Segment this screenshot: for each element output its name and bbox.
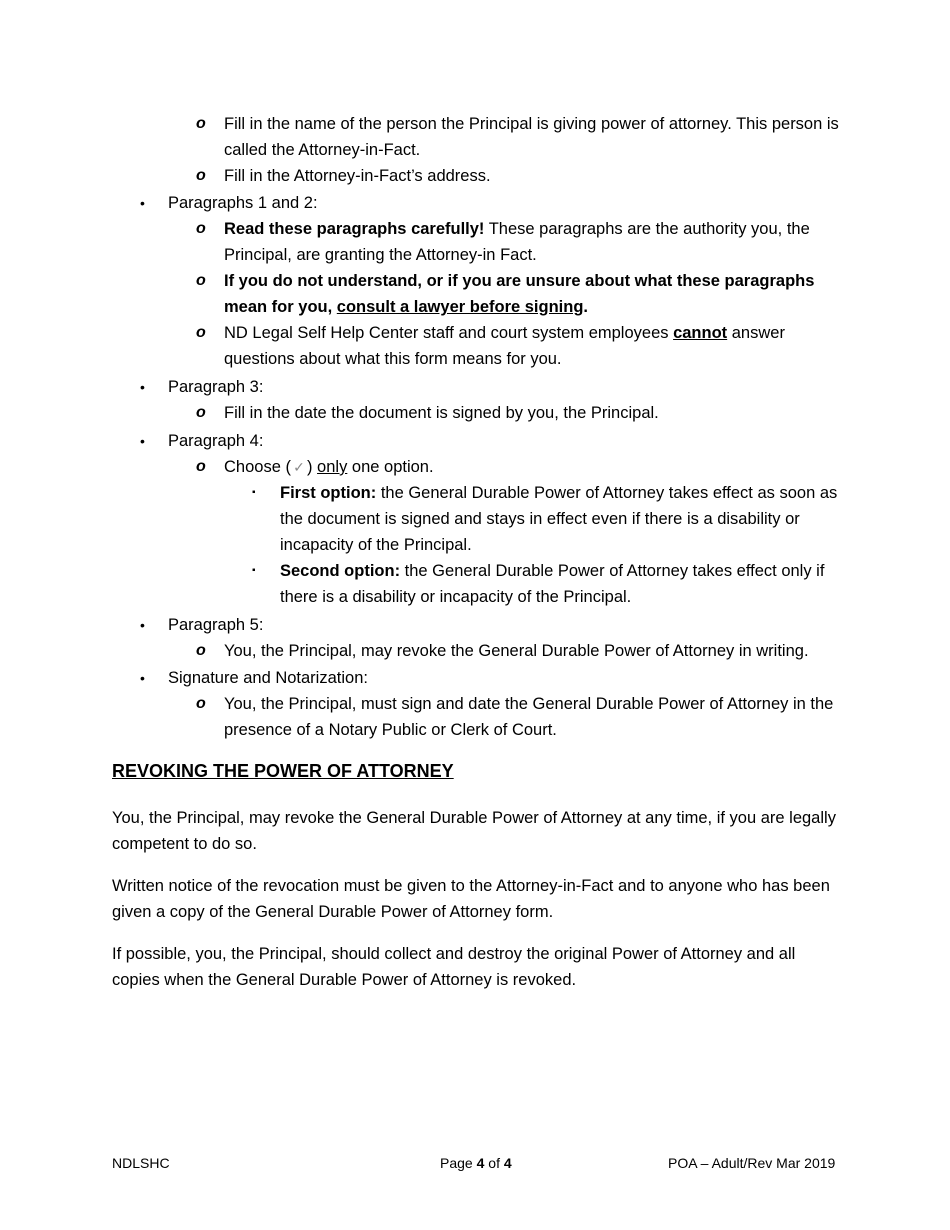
circle-bullet-icon: o	[196, 695, 206, 712]
circle-bullet-icon: o	[196, 272, 206, 289]
list-item: • Paragraph 5:	[140, 612, 840, 638]
page-number: Page 4 of 4	[440, 1155, 512, 1171]
list-item: o You, the Principal, must sign and date the General Durable Power of Attorney in the presence of a Notary Public or Clerk of Court.	[196, 691, 846, 743]
bullet-icon: •	[140, 617, 145, 633]
list-item: • Paragraph 4:	[140, 428, 840, 454]
bullet-icon: •	[140, 379, 145, 395]
list-item: • Signature and Notarization:	[140, 665, 840, 691]
checkmark-icon: ✓	[293, 459, 305, 475]
footer-left: NDLSHC	[112, 1155, 170, 1171]
bullet-icon: •	[140, 195, 145, 211]
circle-bullet-icon: o	[196, 324, 206, 341]
square-bullet-icon: ▪	[252, 487, 256, 498]
circle-bullet-icon: o	[196, 115, 206, 132]
list-item: o You, the Principal, may revoke the General Durable Power of Attorney in writing.	[196, 638, 856, 664]
paragraph: If possible, you, the Principal, should collect and destroy the original Power of Attorney and all copies when the General Durable Power of Attorney is revoked.	[112, 945, 796, 989]
list-item: o If you do not understand, or if you are unsure about what these paragraphs mean for you, consult a lawyer before signing.	[196, 268, 846, 320]
list-item: • Paragraphs 1 and 2:	[140, 190, 840, 216]
list-item: o Fill in the name of the person the Principal is giving power of attorney. This person is called the Attorney-in-Fact.	[196, 111, 846, 163]
footer-right: POA – Adult/Rev Mar 2019	[668, 1155, 836, 1171]
bullet-icon: •	[140, 433, 145, 449]
circle-bullet-icon: o	[196, 167, 206, 184]
emphasis-underline: consult a lawyer before signing	[336, 298, 584, 316]
emphasis-text: Read these paragraphs carefully!	[224, 220, 485, 238]
circle-bullet-icon: o	[196, 404, 206, 421]
circle-bullet-icon: o	[196, 220, 206, 237]
list-item: • Paragraph 3:	[140, 374, 840, 400]
paragraph: Written notice of the revocation must be given to the Attorney-in-Fact and to anyone who has been given a copy of the General Durable Power of Attorney form.	[112, 877, 830, 921]
section-heading: REVOKING THE POWER OF ATTORNEY	[112, 761, 454, 781]
list-item: o Read these paragraphs carefully! These paragraphs are the authority you, the Principal, are granting the Attorney-in Fact.	[196, 216, 846, 268]
list-item: o Fill in the date the document is signed by you, the Principal.	[196, 400, 846, 426]
list-item: ▪ Second option: the General Durable Power of Attorney takes effect only if there is a disability or incapacity of the Principal.	[252, 558, 842, 610]
circle-bullet-icon: o	[196, 458, 206, 475]
square-bullet-icon: ▪	[252, 565, 256, 576]
list-item: ▪ First option: the General Durable Power of Attorney takes effect as soon as the document is signed and stays in effect even if there is a disability or incapacity of the Principal.	[252, 480, 842, 558]
bullet-icon: •	[140, 670, 145, 686]
list-item: o ND Legal Self Help Center staff and court system employees cannot answer questions about what this form means for you.	[196, 320, 846, 372]
list-item: o Choose ( ✓ ) only one option.	[196, 454, 846, 480]
paragraph: You, the Principal, may revoke the General Durable Power of Attorney at any time, if you are legally competent to do so.	[112, 809, 836, 853]
list-item: o Fill in the Attorney-in-Fact’s address.	[196, 163, 846, 189]
circle-bullet-icon: o	[196, 642, 206, 659]
